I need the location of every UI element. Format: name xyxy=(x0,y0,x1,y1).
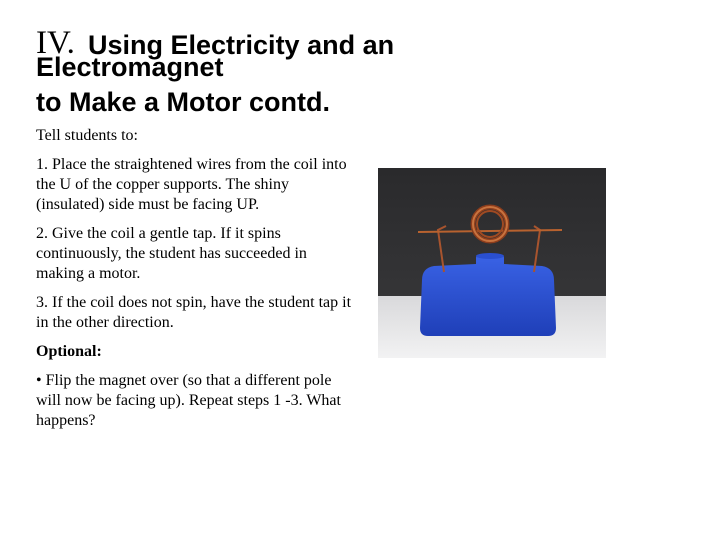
optional-step: • Flip the magnet over (so that a different pole will now be facing up). Repeat steps 1 -3. What happens? xyxy=(36,372,341,429)
intro-text: Tell students to: xyxy=(36,127,138,144)
title-line-3: to Make a Motor contd. xyxy=(36,87,331,117)
optional-heading xyxy=(36,342,358,362)
title-numeral: IV. xyxy=(36,25,75,61)
optional-label: Optional: xyxy=(36,343,102,360)
motor-illustration xyxy=(378,168,606,358)
step-2: 2. Give the coil a gentle tap. If it spins continuously, the student has succeeded in making a motor. xyxy=(36,225,307,282)
motor-photo xyxy=(378,168,606,358)
base-cap xyxy=(476,253,504,259)
step-3: 3. If the coil does not spin, have the student tap it in the other direction. xyxy=(36,294,352,331)
step-1: 1. Place the straightened wires from the coil into the U of the copper supports. The shiny (insulated) side must be facing UP. xyxy=(36,156,347,213)
instructions xyxy=(36,126,358,440)
title-line-1: Using Electricity and an xyxy=(88,30,395,60)
title-line-2: Electromagnet xyxy=(36,52,224,82)
